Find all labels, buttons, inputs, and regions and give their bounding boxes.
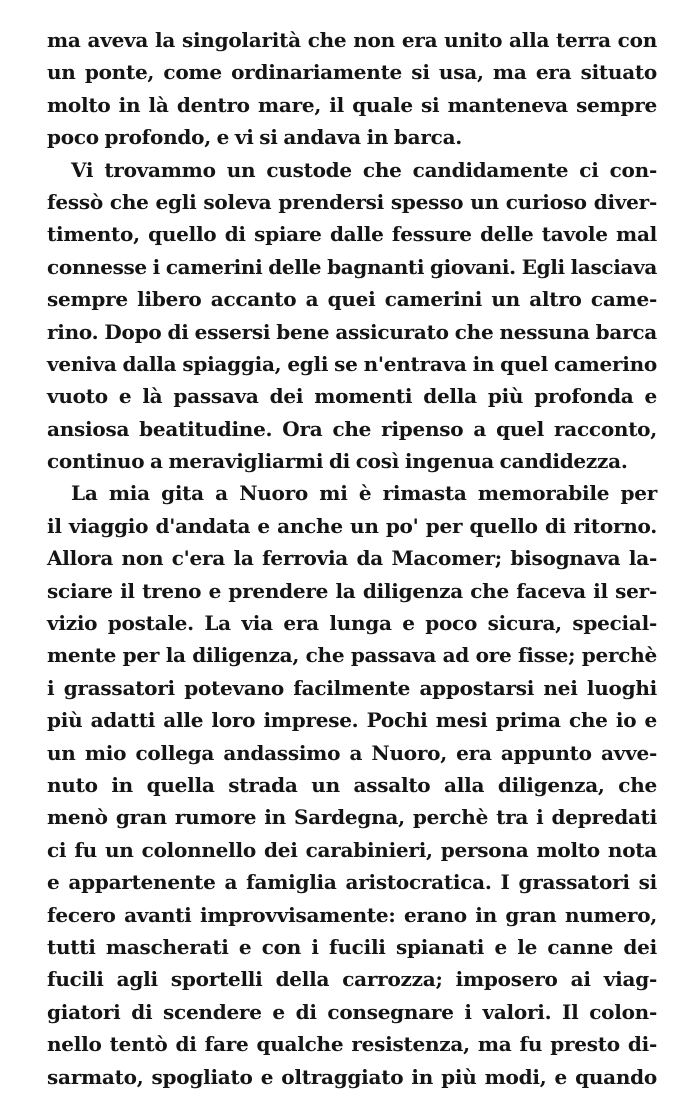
text-line: poco profondo, e vi si andava in barca. <box>47 125 463 150</box>
text-line: un ponte, come ordinariamente si usa, ma era situato <box>47 60 657 85</box>
text-line: timento, quello di spiare dalle fessure delle tavole mal <box>47 222 657 247</box>
text-line: ma aveva la singolarità che non era unito alla terra con <box>47 28 657 52</box>
text-line: vuoto e là passava dei momenti della più profonda e <box>47 384 657 409</box>
text-line: sciare il treno e prendere la diligenza che faceva il ser- <box>47 578 657 603</box>
text-line: ci fu un colonnello dei carabinieri, persona molto nota <box>47 837 657 862</box>
paragraph <box>47 154 657 478</box>
text-line: vizio postale. La via era lunga e poco sicura, special- <box>47 611 657 636</box>
text-line: nuto in quella strada un assalto alla diligenza, che <box>47 772 657 797</box>
text-line: fessò che egli soleva prendersi spesso un curioso diver- <box>47 189 657 214</box>
text-line: molto in là dentro mare, il quale si manteneva sempre <box>47 92 657 117</box>
text-line: La mia gita a Nuoro mi è rimasta memorabile per <box>71 481 657 506</box>
text-line: sarmato, spogliato e oltraggiato in più modi, e quando <box>47 1064 657 1089</box>
text-line: rino. Dopo di essersi bene assicurato che nessuna barca <box>47 319 657 344</box>
text-line: Allora non c'era la ferrovia da Macomer; bisognava la- <box>47 546 657 571</box>
text-line: un mio collega andassimo a Nuoro, era appunto avve- <box>47 740 657 765</box>
text-line: veniva dalla spiaggia, egli se n'entrava in quel camerino <box>47 351 657 376</box>
text-line: fecero avanti improvvisamente: erano in gran numero, <box>47 902 657 927</box>
text-line: il viaggio d'andata e anche un po' per quello di ritorno. <box>47 513 657 538</box>
text-line: i grassatori potevano facilmente appostarsi nei luoghi <box>47 675 657 700</box>
paragraph <box>47 24 657 154</box>
text-line: nello tentò di fare qualche resistenza, ma fu presto di- <box>47 1032 657 1057</box>
text-line: giatori di scendere e di consegnare i valori. Il colon- <box>47 999 657 1024</box>
text-line: connesse i camerini delle bagnanti giovani. Egli lasciava <box>47 254 657 279</box>
text-line: menò gran rumore in Sardegna, perchè tra i depredati <box>47 805 657 830</box>
text-line: continuo a meravigliarmi di così ingenua candidezza. <box>47 449 628 474</box>
text-line: più adatti alle loro imprese. Pochi mesi prima che io e <box>47 708 657 733</box>
text-line: tutti mascherati e con i fucili spianati e le canne dei <box>47 934 657 959</box>
text-line: fucili agli sportelli della carrozza; imposero ai viag- <box>47 967 657 992</box>
text-line: sempre libero accanto a quei camerini un altro came- <box>47 287 657 312</box>
text-line: ansiosa beatitudine. Ora che ripenso a quel racconto, <box>47 416 657 441</box>
text-line: Vi trovammo un custode che candidamente ci con- <box>71 157 657 182</box>
page-text <box>47 24 657 1093</box>
text-line: e appartenente a famiglia aristocratica. I grassatori si <box>47 870 657 895</box>
paragraph <box>47 477 657 1092</box>
text-line: mente per la diligenza, che passava ad ore fisse; perchè <box>47 643 657 668</box>
